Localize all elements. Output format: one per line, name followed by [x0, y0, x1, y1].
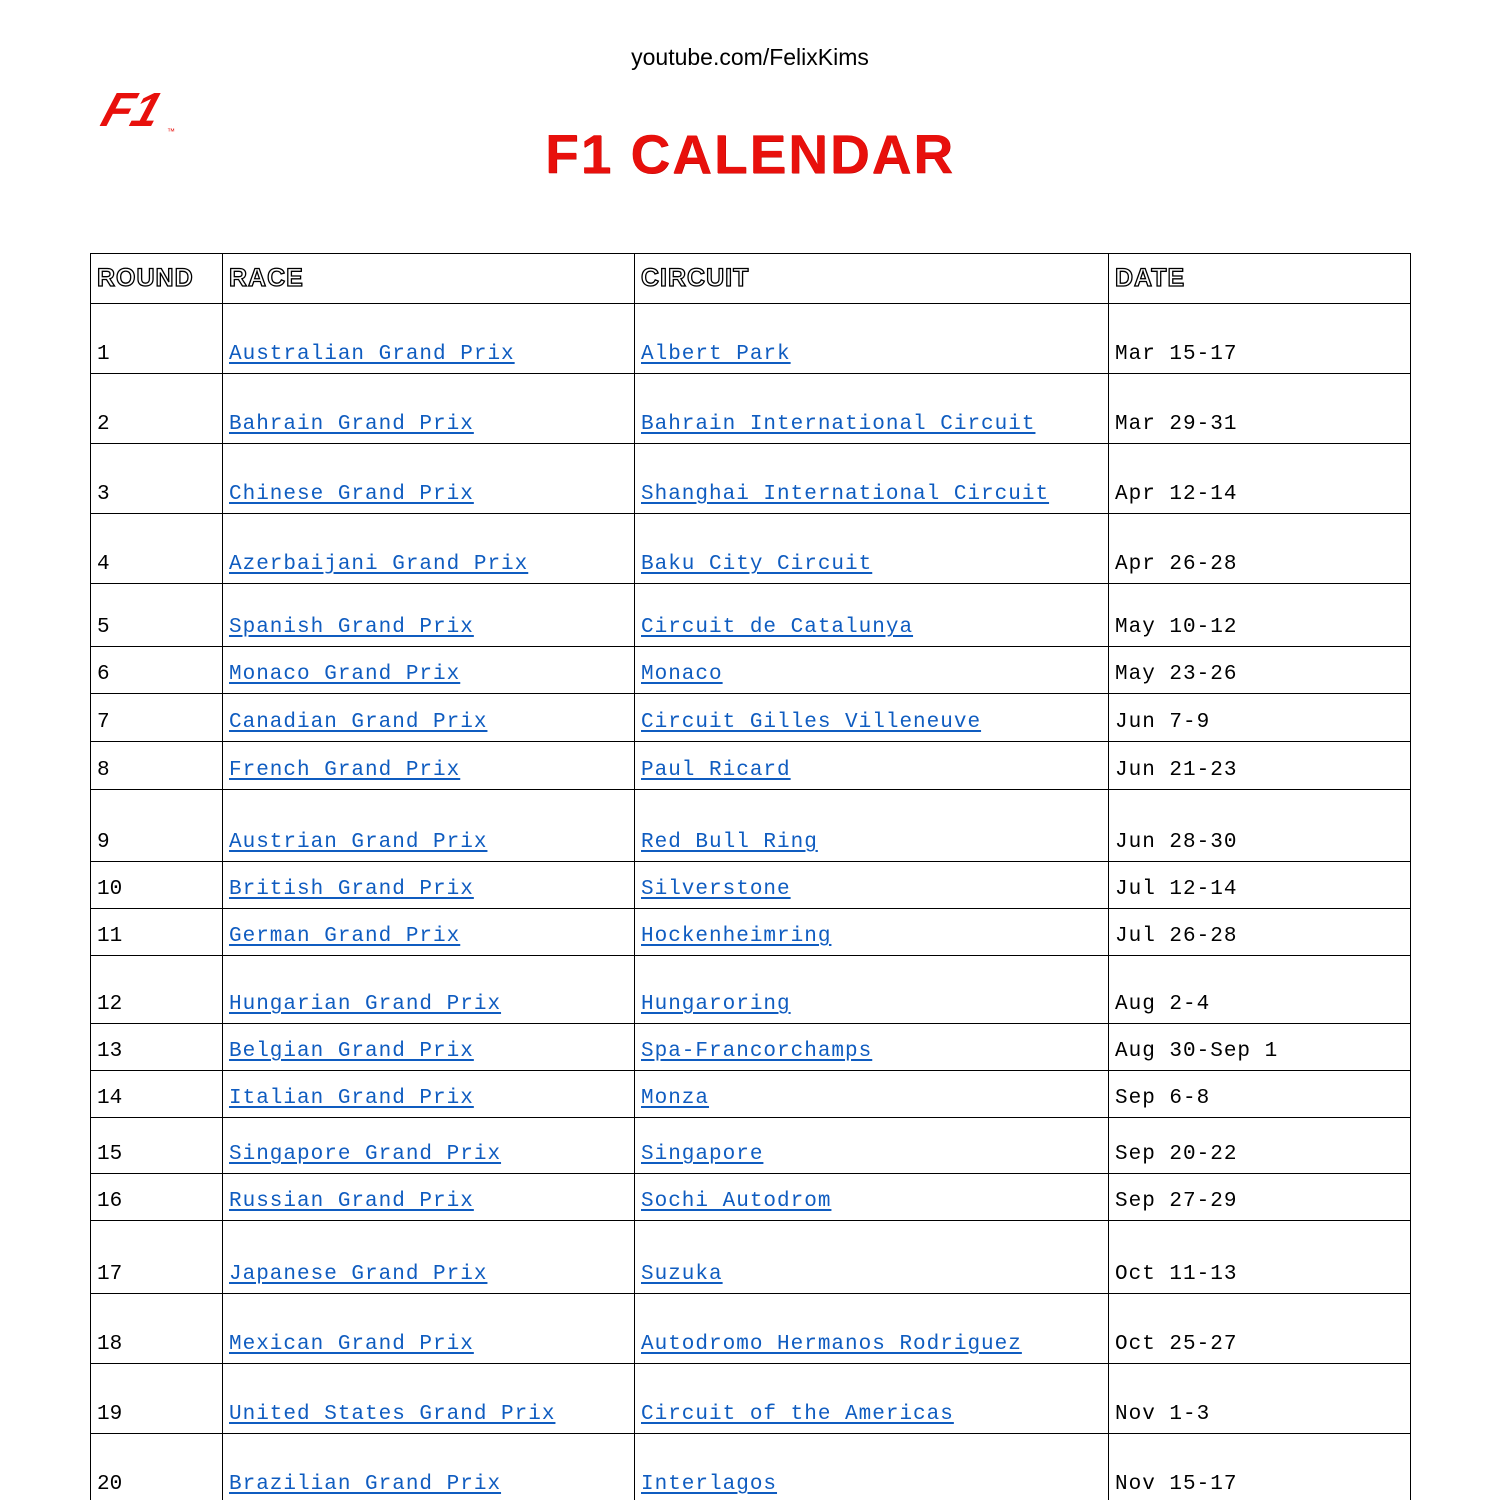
date-cell: Apr 26-28	[1109, 514, 1411, 584]
circuit-cell	[635, 374, 1109, 444]
race-link[interactable]: Belgian Grand Prix	[229, 1040, 474, 1063]
date-cell: Mar 15-17	[1109, 304, 1411, 374]
race-cell	[223, 862, 635, 909]
circuit-cell	[635, 1174, 1109, 1221]
circuit-link[interactable]: Interlagos	[641, 1473, 778, 1496]
table-row	[91, 1071, 1411, 1118]
table-row	[91, 304, 1411, 374]
column-header-round: ROUND	[91, 254, 223, 304]
round-cell: 13	[91, 1024, 223, 1071]
round-cell: 9	[91, 790, 223, 862]
race-cell	[223, 584, 635, 647]
race-cell	[223, 374, 635, 444]
table-row	[91, 1174, 1411, 1221]
circuit-link[interactable]: Suzuka	[641, 1263, 723, 1286]
circuit-cell	[635, 956, 1109, 1024]
date-cell: Apr 12-14	[1109, 444, 1411, 514]
channel-url-text: youtube.com/FelixKims	[631, 44, 869, 70]
round-cell: 3	[91, 444, 223, 514]
race-link[interactable]: French Grand Prix	[229, 759, 461, 782]
date-cell: Nov 1-3	[1109, 1364, 1411, 1434]
circuit-cell	[635, 647, 1109, 694]
round-cell: 16	[91, 1174, 223, 1221]
circuit-link[interactable]: Spa-Francorchamps	[641, 1040, 873, 1063]
round-cell: 7	[91, 694, 223, 742]
table-row	[91, 1118, 1411, 1174]
table-row	[91, 1024, 1411, 1071]
circuit-cell	[635, 694, 1109, 742]
circuit-cell	[635, 790, 1109, 862]
round-cell: 4	[91, 514, 223, 584]
race-link[interactable]: Hungarian Grand Prix	[229, 993, 502, 1016]
circuit-link[interactable]: Red Bull Ring	[641, 831, 818, 854]
race-cell	[223, 444, 635, 514]
race-link[interactable]: German Grand Prix	[229, 925, 461, 948]
table-row	[91, 909, 1411, 956]
circuit-link[interactable]: Monza	[641, 1087, 710, 1110]
circuit-link[interactable]: Silverstone	[641, 878, 791, 901]
race-cell	[223, 909, 635, 956]
circuit-link[interactable]: Hockenheimring	[641, 925, 832, 948]
table-row	[91, 1221, 1411, 1294]
circuit-cell	[635, 1118, 1109, 1174]
race-link[interactable]: Brazilian Grand Prix	[229, 1473, 502, 1496]
race-cell	[223, 956, 635, 1024]
circuit-cell	[635, 1434, 1109, 1500]
circuit-link[interactable]: Circuit Gilles Villeneuve	[641, 711, 982, 734]
race-cell	[223, 304, 635, 374]
circuit-link[interactable]: Hungaroring	[641, 993, 791, 1016]
race-cell	[223, 1174, 635, 1221]
column-header-date: DATE	[1109, 254, 1411, 304]
date-cell: Jul 26-28	[1109, 909, 1411, 956]
date-cell: Jun 21-23	[1109, 742, 1411, 790]
circuit-link[interactable]: Autodromo Hermanos Rodriguez	[641, 1333, 1022, 1356]
circuit-cell	[635, 1071, 1109, 1118]
circuit-link[interactable]: Circuit of the Americas	[641, 1403, 954, 1426]
date-cell: Sep 20-22	[1109, 1118, 1411, 1174]
race-link[interactable]: Australian Grand Prix	[229, 343, 515, 366]
race-link[interactable]: Japanese Grand Prix	[229, 1263, 488, 1286]
table-row	[91, 694, 1411, 742]
race-link[interactable]: Austrian Grand Prix	[229, 831, 488, 854]
circuit-cell	[635, 584, 1109, 647]
date-cell: May 10-12	[1109, 584, 1411, 647]
circuit-link[interactable]: Sochi Autodrom	[641, 1190, 832, 1213]
circuit-cell	[635, 1221, 1109, 1294]
table-row	[91, 862, 1411, 909]
round-cell: 19	[91, 1364, 223, 1434]
race-cell	[223, 1118, 635, 1174]
circuit-cell	[635, 444, 1109, 514]
circuit-link[interactable]: Baku City Circuit	[641, 553, 873, 576]
circuit-cell	[635, 742, 1109, 790]
table-header-row	[91, 254, 1411, 304]
date-cell: Jul 12-14	[1109, 862, 1411, 909]
date-cell: Nov 15-17	[1109, 1434, 1411, 1500]
circuit-cell	[635, 1294, 1109, 1364]
date-cell: Sep 6-8	[1109, 1071, 1411, 1118]
svg-text:F1: F1	[95, 83, 169, 137]
round-cell: 1	[91, 304, 223, 374]
column-header-circuit: CIRCUIT	[635, 254, 1109, 304]
date-cell: Aug 2-4	[1109, 956, 1411, 1024]
race-cell	[223, 1221, 635, 1294]
race-link[interactable]: Singapore Grand Prix	[229, 1143, 502, 1166]
date-cell: May 23-26	[1109, 647, 1411, 694]
circuit-cell	[635, 862, 1109, 909]
date-cell: Mar 29-31	[1109, 374, 1411, 444]
date-cell: Oct 11-13	[1109, 1221, 1411, 1294]
race-link[interactable]: British Grand Prix	[229, 878, 474, 901]
race-link[interactable]: Mexican Grand Prix	[229, 1333, 474, 1356]
circuit-cell	[635, 304, 1109, 374]
circuit-link[interactable]: Shanghai International Circuit	[641, 483, 1050, 506]
table-row	[91, 1364, 1411, 1434]
circuit-cell	[635, 1364, 1109, 1434]
race-link[interactable]: Chinese Grand Prix	[229, 483, 474, 506]
circuit-link[interactable]: Bahrain International Circuit	[641, 413, 1036, 436]
table-row	[91, 1294, 1411, 1364]
circuit-link[interactable]: Paul Ricard	[641, 759, 791, 782]
circuit-link[interactable]: Monaco	[641, 663, 723, 686]
circuit-cell	[635, 909, 1109, 956]
table-row	[91, 742, 1411, 790]
page-title: F1 CALENDAR	[544, 123, 956, 185]
circuit-link[interactable]: Singapore	[641, 1143, 764, 1166]
table-row	[91, 956, 1411, 1024]
circuit-link[interactable]: Albert Park	[641, 343, 791, 366]
race-link[interactable]: Bahrain Grand Prix	[229, 413, 474, 436]
column-header-race: RACE	[223, 254, 635, 304]
circuit-cell	[635, 514, 1109, 584]
date-cell: Jun 28-30	[1109, 790, 1411, 862]
calendar-table-body	[91, 304, 1411, 1500]
circuit-link[interactable]: Circuit de Catalunya	[641, 616, 914, 639]
round-cell: 11	[91, 909, 223, 956]
race-cell	[223, 647, 635, 694]
race-cell	[223, 742, 635, 790]
calendar-table	[90, 253, 1411, 1500]
race-cell	[223, 1434, 635, 1500]
round-cell: 6	[91, 647, 223, 694]
race-link[interactable]: United States Grand Prix	[229, 1403, 556, 1426]
round-cell: 12	[91, 956, 223, 1024]
round-cell: 8	[91, 742, 223, 790]
table-row	[91, 1434, 1411, 1500]
date-cell: Jun 7-9	[1109, 694, 1411, 742]
round-cell: 10	[91, 862, 223, 909]
table-row	[91, 790, 1411, 862]
round-cell: 20	[91, 1434, 223, 1500]
race-cell	[223, 1294, 635, 1364]
round-cell: 5	[91, 584, 223, 647]
race-cell	[223, 1024, 635, 1071]
race-link[interactable]: Russian Grand Prix	[229, 1190, 474, 1213]
table-row	[91, 584, 1411, 647]
round-cell: 14	[91, 1071, 223, 1118]
svg-text:™: ™	[167, 127, 175, 136]
race-link[interactable]: Canadian Grand Prix	[229, 711, 488, 734]
date-cell: Oct 25-27	[1109, 1294, 1411, 1364]
race-link[interactable]: Italian Grand Prix	[229, 1087, 474, 1110]
table-row	[91, 514, 1411, 584]
round-cell: 17	[91, 1221, 223, 1294]
race-cell	[223, 694, 635, 742]
table-row	[91, 444, 1411, 514]
round-cell: 2	[91, 374, 223, 444]
round-cell: 15	[91, 1118, 223, 1174]
date-cell: Aug 30-Sep 1	[1109, 1024, 1411, 1071]
round-cell: 18	[91, 1294, 223, 1364]
circuit-cell	[635, 1024, 1109, 1071]
race-link[interactable]: Azerbaijani Grand Prix	[229, 553, 529, 576]
race-cell	[223, 1364, 635, 1434]
race-cell	[223, 790, 635, 862]
race-cell	[223, 514, 635, 584]
date-cell: Sep 27-29	[1109, 1174, 1411, 1221]
race-link[interactable]: Spanish Grand Prix	[229, 616, 474, 639]
table-row	[91, 374, 1411, 444]
race-link[interactable]: Monaco Grand Prix	[229, 663, 461, 686]
race-cell	[223, 1071, 635, 1118]
table-row	[91, 647, 1411, 694]
